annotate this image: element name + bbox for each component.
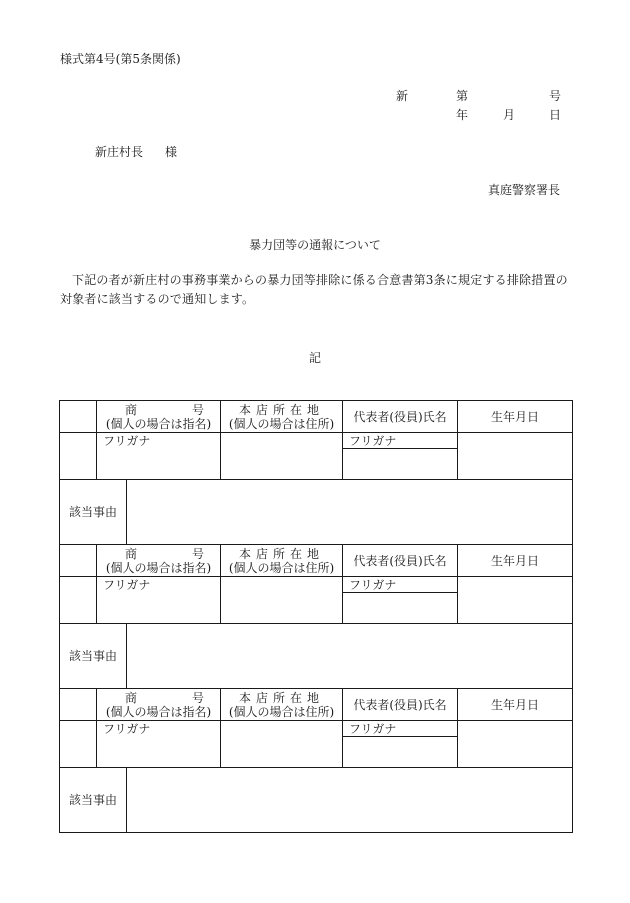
doc-no-prefix: 新 (396, 89, 409, 103)
reason-input-area[interactable] (127, 480, 572, 544)
data-row-top (60, 433, 573, 449)
header-representative: 代表者(役員)氏名 (343, 545, 458, 577)
reason-row-cell (60, 768, 573, 833)
birthdate-cell[interactable] (458, 433, 573, 480)
blank-cell (60, 401, 97, 433)
body-text: 下記の者が新庄村の事務事業からの暴力団等排除に係る合意書第3条に規定する排除措置の対象者に該当するので通知します。 (60, 273, 568, 306)
ki-heading: 記 (308, 351, 321, 365)
date-day: 日 (548, 108, 561, 122)
address-cell[interactable] (221, 577, 343, 624)
document-title: 暴力団等の通報について (249, 238, 381, 252)
header-address: 本店所在地 (個人の場合は住所) (221, 689, 343, 721)
reason-input-area[interactable] (127, 768, 572, 832)
reason-row (60, 624, 573, 689)
reason-label-text: 該当事由 (60, 480, 127, 544)
header-address: 本店所在地 (個人の場合は住所) (221, 401, 343, 433)
data-row-top (60, 577, 573, 593)
date-line (396, 106, 561, 122)
blank-cell (60, 577, 97, 624)
header-trade-name: 商 号 (個人の場合は指名) (97, 545, 221, 577)
doc-no-suffix: 号 (548, 89, 561, 103)
reason-label-text: 該当事由 (60, 624, 127, 688)
representative-name-cell[interactable] (343, 449, 458, 480)
addressee-honorific: 様 (165, 145, 178, 159)
addressee (95, 143, 177, 160)
header-birthdate: 生年月日 (458, 689, 573, 721)
header-address: 本店所在地 (個人の場合は住所) (221, 545, 343, 577)
representative-name-cell[interactable] (343, 593, 458, 624)
birthdate-cell[interactable] (458, 721, 573, 768)
reason-input-area[interactable] (127, 624, 572, 688)
header-birthdate: 生年月日 (458, 401, 573, 433)
representative-furigana-cell[interactable]: フリガナ (343, 577, 458, 593)
header-row (60, 545, 573, 577)
blank-cell (60, 689, 97, 721)
reason-row (60, 768, 573, 833)
reason-row-cell (60, 480, 573, 545)
address-cell[interactable] (221, 721, 343, 768)
representative-furigana-cell[interactable]: フリガナ (343, 721, 458, 737)
header-trade-name: 商 号 (個人の場合は指名) (97, 689, 221, 721)
date-year: 年 (456, 108, 469, 122)
doc-no-mid: 第 (456, 89, 469, 103)
blank-cell (60, 545, 97, 577)
reason-row-cell (60, 624, 573, 689)
representative-furigana-cell[interactable]: フリガナ (343, 433, 458, 449)
addressee-name: 新庄村長 (95, 145, 144, 159)
blank-cell (60, 433, 97, 480)
header-representative: 代表者(役員)氏名 (343, 401, 458, 433)
address-cell[interactable] (221, 433, 343, 480)
entry-table (59, 688, 573, 833)
header-trade-name: 商 号 (個人の場合は指名) (97, 401, 221, 433)
birthdate-cell[interactable] (458, 577, 573, 624)
header-row (60, 689, 573, 721)
trade-name-furigana-cell[interactable]: フリガナ (97, 721, 221, 768)
reason-row (60, 480, 573, 545)
header-birthdate: 生年月日 (458, 545, 573, 577)
trade-name-furigana-cell[interactable]: フリガナ (97, 433, 221, 480)
blank-cell (60, 721, 97, 768)
representative-name-cell[interactable] (343, 737, 458, 768)
trade-name-furigana-cell[interactable]: フリガナ (97, 577, 221, 624)
entry-table (59, 544, 573, 689)
document-number-line (396, 87, 561, 103)
header-representative: 代表者(役員)氏名 (343, 689, 458, 721)
entry-table (59, 400, 573, 545)
header-row (60, 401, 573, 433)
sender: 真庭警察署長 (487, 183, 560, 197)
data-row-top (60, 721, 573, 737)
date-month: 月 (503, 108, 516, 122)
form-number: 様式第4号(第5条関係) (60, 52, 181, 66)
reason-label-text: 該当事由 (60, 768, 127, 832)
